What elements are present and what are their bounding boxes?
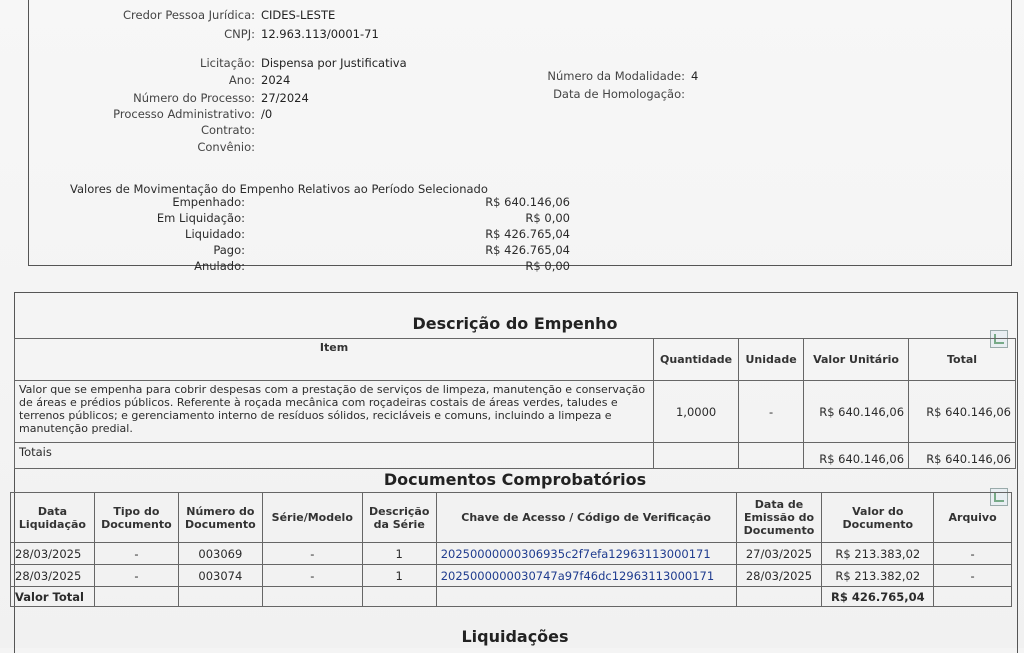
numero-modalidade-row bbox=[520, 69, 698, 83]
documentos-title: Documentos Comprobatórios bbox=[383, 470, 647, 489]
empty-cell bbox=[436, 587, 736, 607]
empty-cell bbox=[934, 587, 1012, 607]
ano-value: 2024 bbox=[261, 73, 291, 87]
cnpj-row bbox=[100, 27, 379, 41]
empty-cell bbox=[736, 587, 822, 607]
ano-label: Ano: bbox=[228, 73, 255, 87]
header-total: Total bbox=[909, 339, 1016, 381]
item-valor-unitario: R$ 640.146,06 bbox=[804, 381, 909, 443]
totais-unitario: R$ 640.146,06 bbox=[804, 443, 909, 469]
row-serie: - bbox=[262, 543, 362, 565]
numero-processo-value: 27/2024 bbox=[261, 91, 309, 105]
row-arquivo: - bbox=[934, 543, 1012, 565]
row-descricao: 1 bbox=[362, 543, 436, 565]
movimentacao-label: Empenhado: bbox=[172, 195, 245, 209]
header-valor-unitario: Valor Unitário bbox=[804, 339, 909, 381]
movimentacao-title: Valores de Movimentação do Empenho Relativos ao Período Selecionado bbox=[70, 182, 488, 196]
row-descricao: 1 bbox=[362, 565, 436, 587]
movimentacao-label: Liquidado: bbox=[185, 227, 245, 241]
row-chave-link[interactable]: 20250000000306935c2f7efa12963113000171 bbox=[436, 543, 736, 565]
header-tipo-documento: Tipo do Documento bbox=[94, 493, 178, 543]
movimentacao-label: Anulado: bbox=[194, 259, 245, 273]
row-valor: R$ 213.382,02 bbox=[822, 565, 934, 587]
totais-label: Totais bbox=[15, 443, 654, 469]
header-arquivo: Arquivo bbox=[934, 493, 1012, 543]
row-valor: R$ 213.383,02 bbox=[822, 543, 934, 565]
header-valor-documento: Valor do Documento bbox=[822, 493, 934, 543]
header-serie-modelo: Série/Modelo bbox=[262, 493, 362, 543]
credor-value: CIDES-LESTE bbox=[261, 8, 336, 22]
convenio-row bbox=[100, 140, 261, 154]
item-description: Valor que se empenha para cobrir despesas com a prestação de serviços de limpeza, manutenção e conservação de áreas e prédios públicos. Referente à roçada mecânica com roçadeiras costais de áreas verdes, taludes e terrenos públicos; e gerenciamento interno de resíduos sólidos, recicláveis e comuns, incluindo a limpeza e manutenção predial. bbox=[15, 381, 654, 443]
row-tipo: - bbox=[94, 543, 178, 565]
row-arquivo: - bbox=[934, 565, 1012, 587]
movimentacao-value: R$ 640.146,06 bbox=[485, 195, 570, 209]
header-item: Item bbox=[15, 339, 654, 381]
movimentacao-value: R$ 426.765,04 bbox=[485, 243, 570, 257]
row-serie: - bbox=[262, 565, 362, 587]
movimentacao-value: R$ 426.765,04 bbox=[485, 227, 570, 241]
item-unidade: - bbox=[739, 381, 804, 443]
item-total: R$ 640.146,06 bbox=[909, 381, 1016, 443]
numero-processo-row bbox=[100, 91, 309, 105]
convenio-label: Convênio: bbox=[197, 140, 255, 154]
data-homologacao-label: Data de Homologação: bbox=[553, 87, 685, 101]
empty-cell bbox=[262, 587, 362, 607]
cnpj-value: 12.963.113/0001-71 bbox=[261, 27, 379, 41]
liquidacoes-title: Liquidações bbox=[461, 627, 569, 646]
descricao-table bbox=[14, 338, 1016, 469]
row-numero: 003069 bbox=[178, 543, 262, 565]
contrato-row bbox=[100, 123, 261, 137]
totais-empty bbox=[654, 443, 739, 469]
header-unidade: Unidade bbox=[739, 339, 804, 381]
movimentacao-row bbox=[65, 195, 575, 209]
header-data-liquidacao: Data Liquidação bbox=[11, 493, 95, 543]
licitacao-value: Dispensa por Justificativa bbox=[261, 56, 407, 70]
cnpj-label: CNPJ: bbox=[224, 27, 255, 41]
licitacao-row bbox=[100, 56, 407, 70]
table-row bbox=[11, 565, 1012, 587]
numero-modalidade-value: 4 bbox=[691, 69, 699, 83]
totais-empty bbox=[739, 443, 804, 469]
empty-cell bbox=[94, 587, 178, 607]
movimentacao-row bbox=[65, 227, 575, 241]
movimentacao-label: Pago: bbox=[213, 243, 245, 257]
row-numero: 003074 bbox=[178, 565, 262, 587]
header-descricao-serie: Descrição da Série bbox=[362, 493, 436, 543]
empty-cell bbox=[362, 587, 436, 607]
row-emissao: 27/03/2025 bbox=[736, 543, 822, 565]
valor-total-label: Valor Total bbox=[11, 587, 95, 607]
licitacao-label: Licitação: bbox=[200, 56, 255, 70]
valor-total: R$ 426.765,04 bbox=[822, 587, 934, 607]
numero-processo-label: Número do Processo: bbox=[133, 91, 255, 105]
processo-adm-label: Processo Administrativo: bbox=[113, 107, 255, 121]
row-data: 28/03/2025 bbox=[11, 565, 95, 587]
credor-row bbox=[100, 8, 335, 22]
table-row bbox=[11, 543, 1012, 565]
row-chave-link[interactable]: 2025000000030747a97f46dc12963113000171 bbox=[436, 565, 736, 587]
descricao-title: Descrição do Empenho bbox=[412, 314, 618, 333]
empty-cell bbox=[178, 587, 262, 607]
header-quantidade: Quantidade bbox=[654, 339, 739, 381]
header-chave: Chave de Acesso / Código de Verificação bbox=[436, 493, 736, 543]
movimentacao-value: R$ 0,00 bbox=[525, 259, 570, 273]
documentos-table bbox=[10, 492, 1012, 607]
row-data: 28/03/2025 bbox=[11, 543, 95, 565]
contrato-label: Contrato: bbox=[200, 123, 255, 137]
movimentacao-row bbox=[65, 243, 575, 257]
processo-adm-row bbox=[100, 107, 272, 121]
movimentacao-row bbox=[65, 211, 575, 225]
ano-row bbox=[100, 73, 290, 87]
movimentacao-row bbox=[65, 259, 575, 273]
movimentacao-value: R$ 0,00 bbox=[525, 211, 570, 225]
header-numero-documento: Número do Documento bbox=[178, 493, 262, 543]
item-quantidade: 1,0000 bbox=[654, 381, 739, 443]
header-data-emissao: Data de Emissão do Documento bbox=[736, 493, 822, 543]
row-tipo: - bbox=[94, 565, 178, 587]
movimentacao-label: Em Liquidação: bbox=[156, 211, 245, 225]
row-emissao: 28/03/2025 bbox=[736, 565, 822, 587]
data-homologacao-row bbox=[520, 87, 691, 101]
processo-adm-value: /0 bbox=[261, 107, 273, 121]
credor-label: Credor Pessoa Jurídica: bbox=[123, 8, 255, 22]
totais-total: R$ 640.146,06 bbox=[909, 443, 1016, 469]
numero-modalidade-label: Número da Modalidade: bbox=[547, 69, 685, 83]
